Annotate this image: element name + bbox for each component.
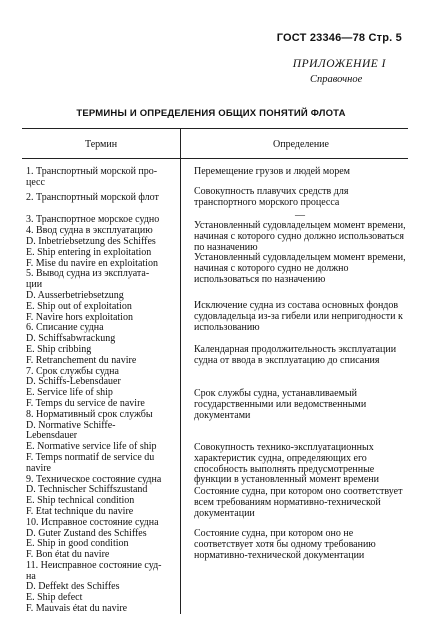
column-header-term: Термин [85,139,118,150]
term-entry: 9. Техническое состояние судна D. Technischer Schiffszustand E. Ship technical condition F. Etat technique du navire [26,473,162,517]
term-entry: 6. Списание судна D. Schiffsabwrackung E. Ship cribbing F. Retranchement du navire [26,322,137,366]
definition-entry: Установленный судовладельцем момент времени, начиная с которого судно не должно использоваться по назначению [194,252,406,285]
term-entry: 3. Транспортное морское судно [26,214,160,226]
term-entry: 10. Исправное состояние судна D. Guter Zustand des Schiffes E. Ship in good condition F. Bon état du navire [26,516,159,561]
document-title: ТЕРМИНЫ И ОПРЕДЕЛЕНИЯ ОБЩИХ ПОНЯТИЙ ФЛОТА [76,108,346,119]
table-top-rule [22,128,408,129]
term-entry: 2. Транспортный морской флот [26,191,159,203]
appendix-subtitle: Справочное [310,74,363,85]
column-header-definition: Определение [273,139,329,150]
definition-entry: Исключение судна из состава основных фондов судовладельца из-за гибели или непригодности к использованию [194,300,403,333]
term-entry: 11. Неисправное состояние суд- на D. Deffekt des Schiffes E. Ship defect F. Mauvais état du navire [26,559,162,615]
definition-entry: Совокупность технико-эксплуатационных характеристик судна, определяющих его способность выполнять предусмотренные функции в установленный момент времени [194,442,379,486]
column-divider [180,128,181,614]
term-entry: 8. Нормативный срок службы D. Normative Schiffe- Lebensdauer E. Normative service life of ship F. Temps normatif de service du navire [26,408,157,474]
definition-entry: Совокупность плавучих средств для транспортного морского процесса [194,186,349,208]
definition-entry: Установленный судовладельцем момент времени, начиная с которого судно должно использоваться по назначению [194,220,406,253]
term-entry: 1. Транспортный морской про- цесс [26,166,158,188]
definition-entry: Состояние судна, при котором оно не соответствует хотя бы одному требованию нормативно-технической документации [194,528,376,561]
terms-column [26,167,176,615]
term-entry: 7. Срок службы судна D. Schiffs-Lebensdauer E. Service life of ship F. Temps du service de navire [26,365,145,409]
page-header: ГОСТ 23346—78 Стр. 5 [276,32,402,44]
definition-entry: Календарная продолжительность эксплуатации судна от ввода в эксплуатацию до списания [194,344,397,366]
table-header-rule [22,158,408,159]
appendix-title: ПРИЛОЖЕНИЕ I [292,58,386,70]
definition-entry: Состояние судна, при котором оно соответствует всем требованиям нормативно-технической документации [194,486,403,519]
definition-entry: — [295,210,305,221]
term-entry: 5. Вывод судна из эксплуата- ции D. Ausserbetriebsetzung E. Ship out of exploitation F. Navire hors exploitation [26,268,150,323]
definition-entry: Перемещение грузов и людей морем [194,166,351,177]
definition-entry: Срок службы судна, устанавливаемый государственными или ведомственными документами [194,388,367,421]
term-entry: 4. Ввод судна в эксплуатацию D. Inbetriebsetzung des Schiffes E. Ship entering in exploitation F. Mise du navire en exploitation [26,225,158,269]
